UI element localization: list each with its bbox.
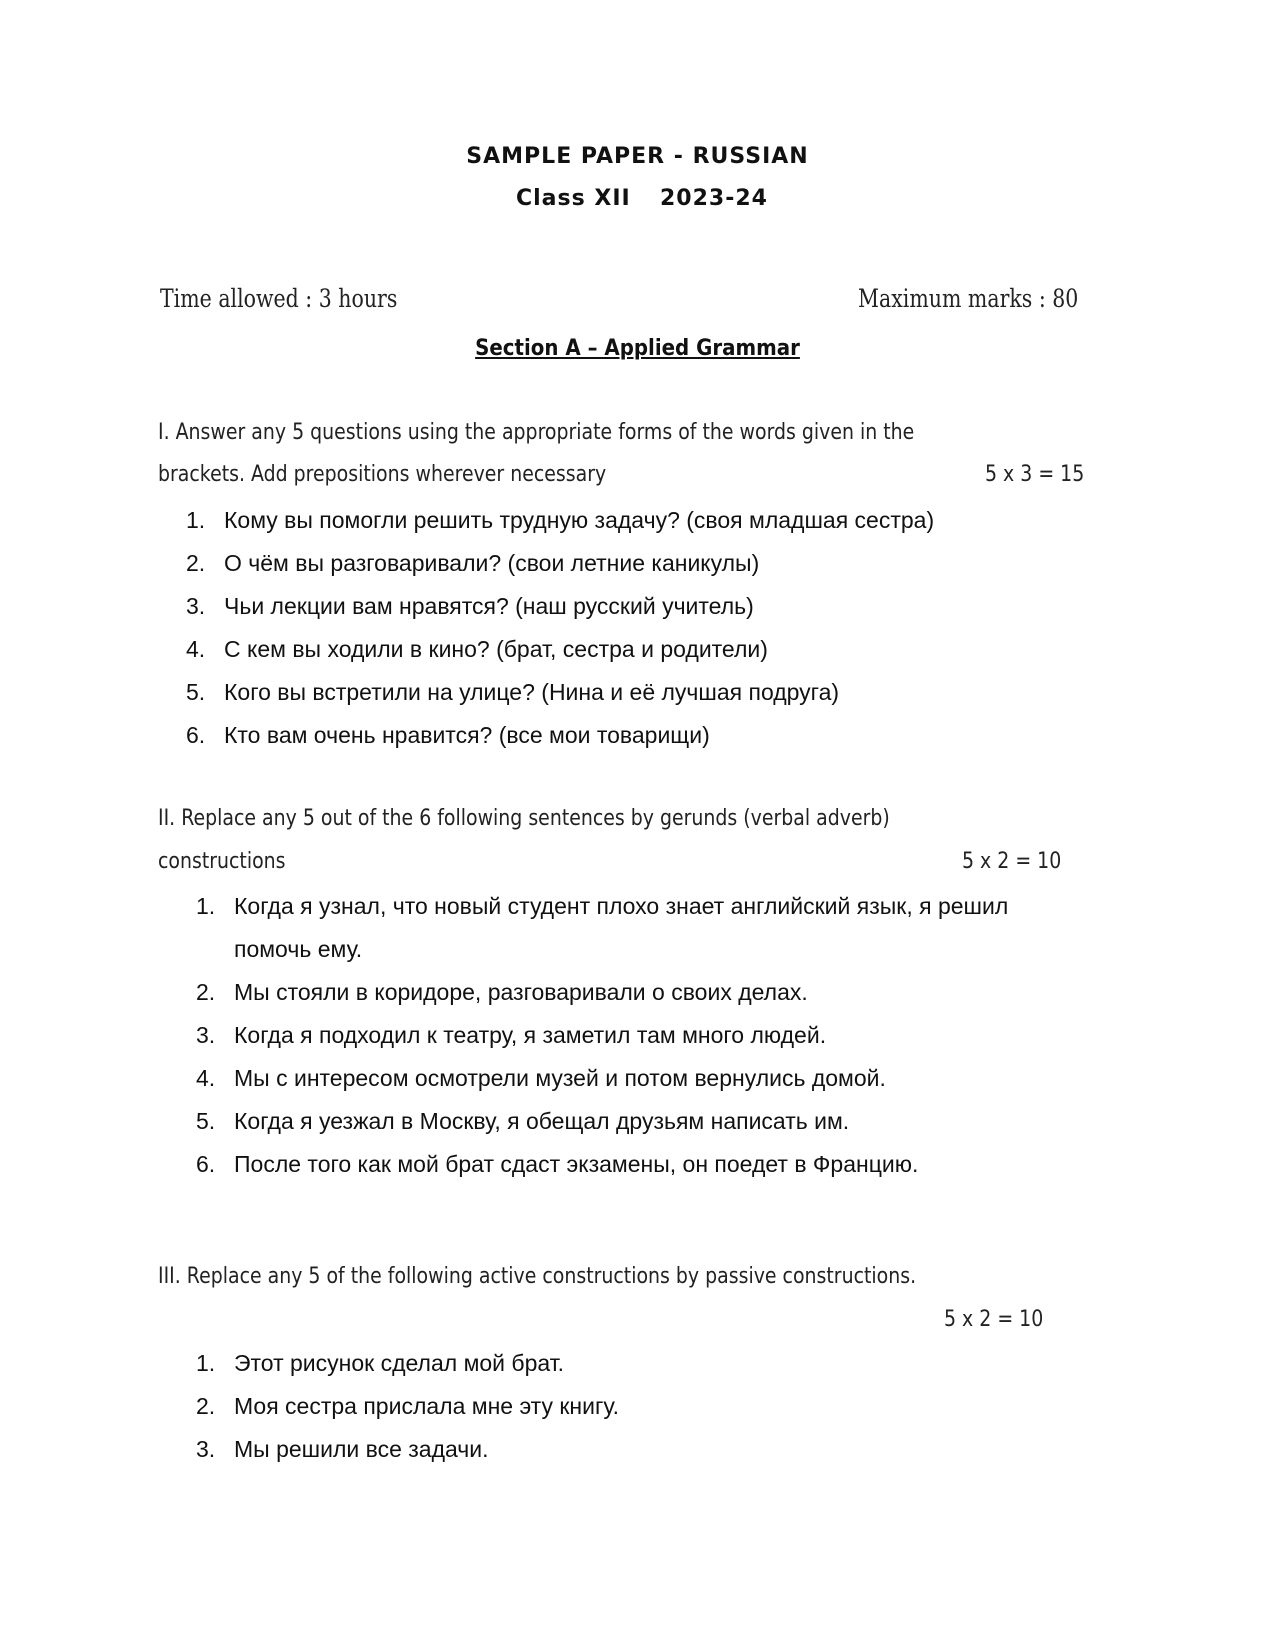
q1-instruction-line1: I. Answer any 5 questions using the appropriate forms of the words given in the (158, 420, 915, 445)
q2-instruction-line2: constructions (158, 849, 286, 874)
list-item-continuation: помочь ему. (234, 936, 363, 962)
q3-marks: 5 x 2 = 10 (944, 1307, 1044, 1332)
q2-marks: 5 x 2 = 10 (962, 849, 1062, 874)
list-item: 1. Кому вы помогли решить трудную задачу? (своя младшая сестра) (186, 507, 935, 533)
list-item: 2. Моя сестра прислала мне эту книгу. (196, 1393, 619, 1419)
q3-instruction: III. Replace any 5 of the following active constructions by passive constructions. (158, 1264, 917, 1289)
list-item: 3. Мы решили все задачи. (196, 1436, 489, 1462)
list-item: 6. Кто вам очень нравится? (все мои товарищи) (186, 722, 710, 748)
list-item: 3. Чьи лекции вам нравятся? (наш русский учитель) (186, 593, 754, 619)
list-item: 2. Мы стояли в коридоре, разговаривали о своих делах. (196, 979, 808, 1005)
class-label: Class XII (516, 186, 631, 211)
list-item: 4. С кем вы ходили в кино? (брат, сестра и родители) (186, 636, 768, 662)
list-item: 3. Когда я подходил к театру, я заметил там много людей. (196, 1022, 827, 1048)
list-item: 5. Когда я уезжал в Москву, я обещал друзьям написать им. (196, 1108, 850, 1134)
q2-instruction-line1: II. Replace any 5 out of the 6 following sentences by gerunds (verbal adverb) (158, 806, 890, 831)
list-item: 6. После того как мой брат сдаст экзамены, он поедет в Францию. (196, 1151, 919, 1177)
maximum-marks: Maximum marks : 80 (858, 284, 1079, 313)
section-heading: Section A – Applied Grammar (475, 336, 800, 361)
q1-marks: 5 x 3 = 15 (985, 462, 1085, 487)
paper-title: SAMPLE PAPER - RUSSIAN (466, 144, 809, 169)
list-item: 4. Мы с интересом осмотрели музей и потом вернулись домой. (196, 1065, 886, 1091)
list-item: 1. Когда я узнал, что новый студент плохо знает английский язык, я решил (196, 893, 1009, 919)
academic-year: 2023-24 (660, 186, 768, 211)
list-item: 5. Кого вы встретили на улице? (Нина и её лучшая подруга) (186, 679, 840, 705)
list-item: 1. Этот рисунок сделал мой брат. (196, 1350, 565, 1376)
list-item: 2. О чём вы разговаривали? (свои летние каникулы) (186, 550, 760, 576)
q1-instruction-line2: brackets. Add prepositions wherever necessary (158, 462, 607, 487)
time-allowed: Time allowed : 3 hours (160, 284, 398, 313)
